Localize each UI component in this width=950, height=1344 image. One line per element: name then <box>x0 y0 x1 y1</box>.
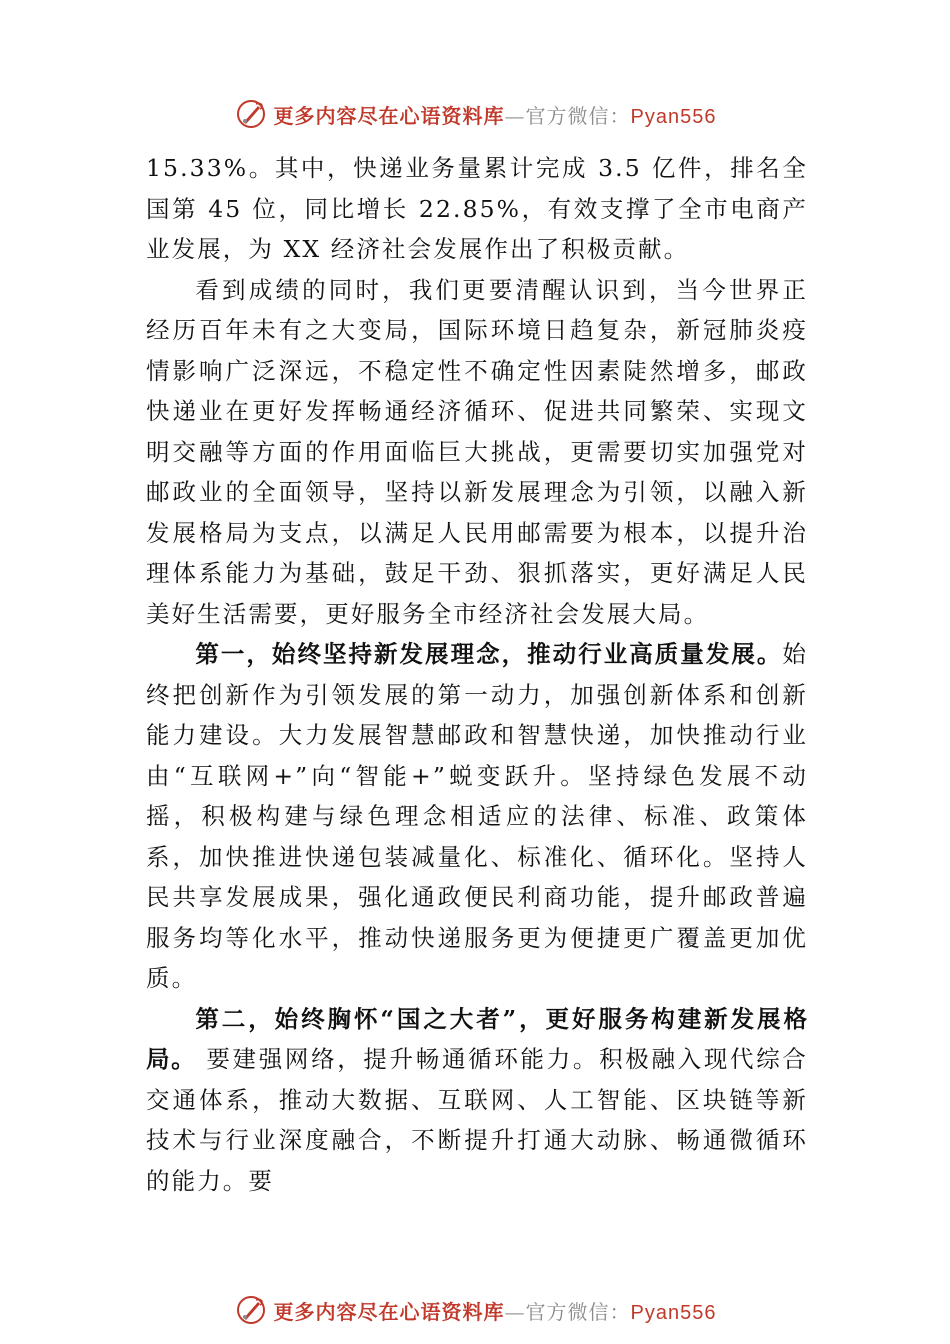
banner-separator: — <box>504 103 526 128</box>
banner-wechat-id: Pyan556 <box>630 1301 717 1324</box>
document-body <box>146 148 808 1201</box>
banner-official-label: 官方微信： <box>525 103 631 128</box>
footer-banner <box>0 1290 950 1330</box>
header-banner <box>0 94 950 134</box>
paragraph-lead: 第二，始终胸怀“国之大者”，更好服务构建新发展格局。 <box>146 1004 808 1073</box>
quill-logo-icon <box>234 1293 268 1327</box>
paragraph-3 <box>146 634 808 999</box>
banner-brand: 更多内容尽在心语资料库 <box>273 1299 505 1324</box>
paragraph-text: 要建强网络，提升畅通循环能力。积极融入现代综合交通体系，推动大数据、互联网、人工智能、区块链等新技术与行业深度融合，不断提升打通大动脉、畅通微循环的能力。要 <box>146 1045 808 1195</box>
paragraph-text: 始终把创新作为引领发展的第一动力，加强创新体系和创新能力建设。大力发展智慧邮政和智慧快递，加快推动行业由“互联网+”向“智能+”蜕变跃升。坚持绿色发展不动摇，积极构建与绿色理念相适应的法律、标准、政策体系，加快推进快递包装减量化、标准化、循环化。坚持人民共享发展成果，强化通政便民利商功能，提升邮政普遍服务均等化水平，推动快递服务更为便捷更广覆盖更加优质。 <box>146 640 808 992</box>
paragraph-4 <box>146 999 808 1202</box>
paragraph-text: 15.33%。其中，快递业务量累计完成 3.5 亿件，排名全国第 45 位，同比增长 22.85%，有效支撑了全市电商产业发展，为 XX 经济社会发展作出了积极贡献。 <box>146 154 808 263</box>
banner-wechat-id: Pyan556 <box>630 105 717 128</box>
banner-text <box>274 100 717 129</box>
banner-official-label: 官方微信： <box>525 1299 631 1324</box>
banner-text <box>274 1296 717 1325</box>
paragraph-lead: 第一，始终坚持新发展理念，推动行业高质量发展。 <box>195 640 783 668</box>
quill-logo-icon <box>234 97 268 131</box>
paragraph-2 <box>146 270 808 635</box>
banner-separator: — <box>504 1299 526 1324</box>
paragraph-text: 看到成绩的同时，我们更要清醒认识到，当今世界正经历百年未有之大变局，国际环境日趋复杂，新冠肺炎疫情影响广泛深远，不稳定性不确定性因素陡然增多，邮政快递业在更好发挥畅通经济循环、促进共同繁荣、实现文明交融等方面的作用面临巨大挑战，更需要切实加强党对邮政业的全面领导，坚持以新发展理念为引领，以融入新发展格局为支点，以满足人民用邮需要为根本，以提升治理体系能力为基础，鼓足干劲、狠抓落实，更好满足人民美好生活需要，更好服务全市经济社会发展大局。 <box>146 275 808 628</box>
banner-brand: 更多内容尽在心语资料库 <box>273 103 505 128</box>
paragraph-1 <box>146 148 808 270</box>
